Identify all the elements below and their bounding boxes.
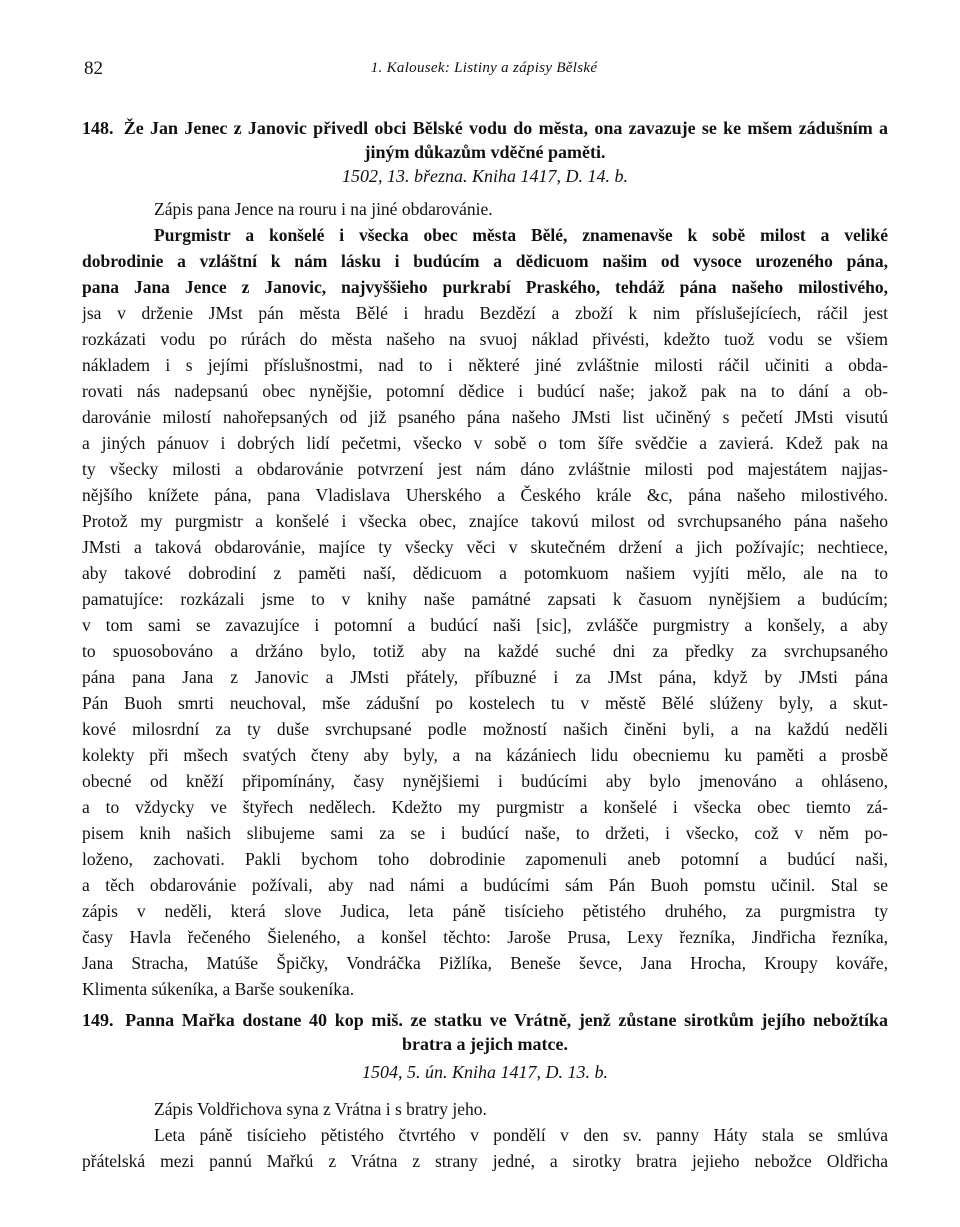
body-line: přátelská mezi pannú Mařkú z Vrátna z strany jedné, a sirotky bratra jejieho nebožce Oldřicha [82,1151,888,1171]
entry-148-heading [82,116,888,164]
body-line: to spuosobováno a držáno bylo, totiž aby na každé suché dni za předky za svrchupsaného [82,641,888,661]
body-line: Purgmistr a konšelé i všecka obec města Bělé, znamenavše k sobě milost a veliké [154,225,888,245]
body-line: Protož my purgmistr a konšelé i všecka obec, znajíce takovú milost od svrchupsaného pána našeho [82,511,888,531]
entry-148-title: Zápis pana Jence na rouru i na jiné obdarovánie. [154,199,493,219]
body-line: pána pana Jana z Janovic a JMsti přátely, příbuzné i za JMst pána, když by JMsti pána [82,667,888,687]
body-line: kolekty při mšech svatých čteny aby byly, a na kázániech lidu obecniemu ku paměti a prosbě [82,745,888,765]
page-number: 82 [84,58,103,79]
body-line: JMsti a taková obdarovánie, majíce ty všecky věci v skutečném držení a jich požívajíc; nechtiece, [82,537,888,557]
entry-148-body [82,196,888,1002]
body-line: Pán Buoh smrti neuchoval, mše zádušní po kostelech tu v městě Bělé slúženy byly, a skut- [82,693,888,713]
entry-149-date: 1504, 5. ún. Kniha 1417, D. 13. b. [361,1062,608,1082]
body-line: nějšího knížete pána, pana Vladislava Uherského a Českého krále &c, pána našeho milostivého. [82,485,888,505]
body-line: časy Havla řečeného Šieleného, a konšel těchto: Jaroše Prusa, Lexy řezníka, Jindřicha řezníka, [82,927,888,947]
body-line: rozkázati vodu po rúrách do města našeho na svuoj náklad přivésti, kdežto tuož vodu se všiem [82,329,888,349]
body-line: darovánie milostí nahořepsaných od již psaného pána našeho JMsti list učiněný s pečetí JMsti visutú [82,407,888,427]
body-line: pamatujíce: rozkázali jsme to v knihy naše památné zapsati k časuom nynějšiem a budúcím; [82,589,888,609]
body-line: v tom sami se zavazujíce i potomní a budúcí naši [sic], zvlášče purgmistry a konšely, a aby [82,615,888,635]
body-line: dobrodinie a vzláštní k nám lásku i budúcím a dědicuom našim od vysoce urozeného pána, [82,251,888,271]
body-line: a těch obdarovánie požívali, aby nad námi a budúcími sám Pán Buoh pomstu učinil. Stal se [82,875,888,895]
body-line: ty všecky milosti a obdarovánie potvrzení jest nám dáno zvláštnie milosti pod majestátem najjas- [82,459,888,479]
body-line: a jiných pánuov i dobrých lidí pečetmi, všecko v sobě o tom šíře svědčie a zavierá. Kdež pak na [82,433,888,453]
entry-149-heading [82,1008,888,1056]
entry-149-heading-text: Panna Mařka dostane 40 kop miš. ze statku ve Vrátně, jenž zůstane sirotkům jejího nebožtíka bratra a jejich matce. [125,1010,889,1054]
body-line: loženo, zachovati. Pakli bychom toho dobrodinie zapomenuli aneb potomní a budúcí naši, [82,849,888,869]
body-line: Jana Stracha, Matúše Špičky, Vondráčka Pižlíka, Beneše ševce, Jana Hrocha, Kroupy kováře, [82,953,888,973]
body-line: pisem knih našich slibujeme sami za se i budúcí naše, to držeti, i všecko, což v něm po- [82,823,888,843]
entry-149-body [82,1096,888,1174]
entry-148-heading-text: Že Jan Jenec z Janovic přivedl obci Bělské vodu do města, ona zavazuje se ke mšem zádušním a jiným důkazům vděčné paměti. [123,118,888,162]
entry-148-number: 148. [82,118,114,138]
body-line: rovati nás nadepsanú obec nynějšie, potomní dědice i budúcí naše; jakož pak na to dání a ob- [82,381,888,401]
body-line: obecné od kněží připomínány, časy nynějšiemi i budúcími aby bylo jmenováno a ohláseno, [82,771,888,791]
entry-148-date: 1502, 13. března. Kniha 1417, D. 14. b. [341,166,628,186]
body-line: zápis v neděli, která slove Judica, leta páně tisícieho pětistého druhého, za purgmistra ty [82,901,888,921]
entry-149-number: 149. [82,1010,114,1030]
body-line: Leta páně tisícieho pětistého čtvrtého v pondělí v den sv. panny Háty stala se smlúva [154,1125,888,1145]
page-header [84,58,884,84]
running-title: 1. Kalousek: Listiny a zápisy Bělské [370,60,598,76]
body-line: pana Jana Jence z Janovic, najvyššieho purkrabí Praského, tehdáž pána našeho milostivého, [82,277,888,297]
body-line: nákladem i s jejími příslušnostmi, nad to i některé jiné zvláštnie milosti ráčil učiniti a obda- [82,355,888,375]
body-line: jsa v drženie JMst pán města Bělé i hradu Bezdězí a zboží k nim příslušejícíech, ráčil jest [82,303,888,323]
body-line: a to vždycky ve štyřech nedělech. Kdežto my purgmistr a konšelé i všecka obec tiemto zá- [82,797,888,817]
entry-149-title: Zápis Voldřichova syna z Vrátna i s bratry jeho. [154,1099,487,1119]
body-line: Klimenta súkeníka, a Barše soukeníka. [82,979,355,999]
body-line: aby takové dobrodiní z paměti naší, dědicuom a potomkuom našiem vyjíti mělo, ale na to [82,563,888,583]
body-line: kové milosrdní za ty duše svrchupsané podle možností našich činěni byli, a na každú neděli [82,719,888,739]
